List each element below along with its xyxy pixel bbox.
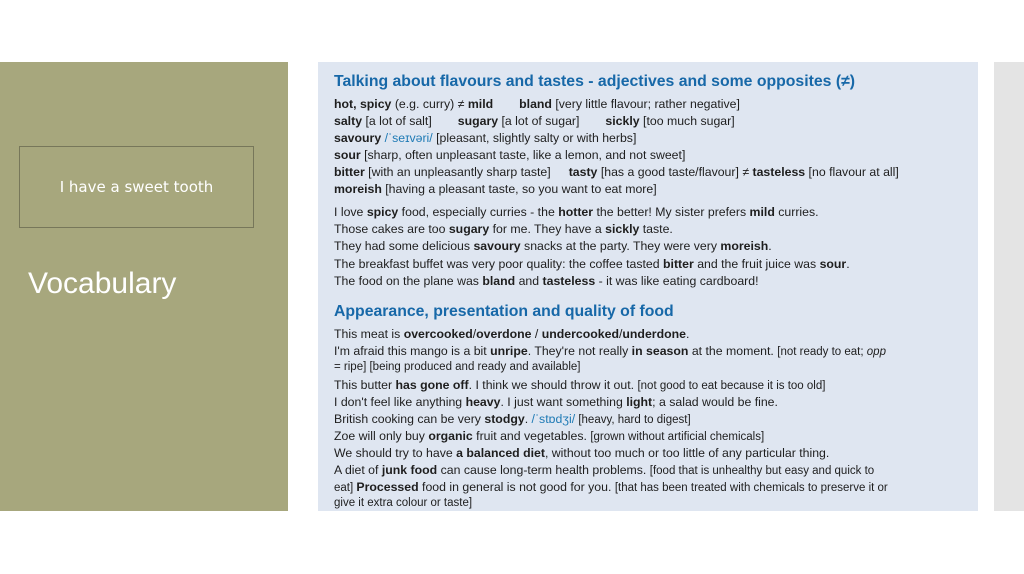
slide-title: Vocabulary (28, 267, 177, 300)
adjective-line: savoury /ˈseɪvəri/ [pleasant, slightly salty or with herbs] (334, 131, 637, 145)
quality-line: This meat is overcooked/overdone / undercooked/underdone. (334, 327, 690, 341)
quality-line: I'm afraid this mango is a bit unripe. They're not really in season at the moment. [not ready to eat; opp (334, 344, 886, 358)
left-title-panel (0, 62, 288, 511)
quality-line: = ripe] [being produced and ready and available] (334, 361, 581, 373)
subtitle-box (19, 146, 254, 228)
subtitle-text: I have a sweet tooth (59, 178, 214, 196)
textbook-excerpt (318, 62, 978, 511)
quality-line: give it extra colour or taste] (334, 497, 473, 509)
heading-flavours: Talking about flavours and tastes - adjectives and some opposites (≠) (334, 73, 856, 90)
example-sentence: Those cakes are too sugary for me. They have a sickly taste. (334, 222, 673, 236)
adjective-line: bitter [with an unpleasantly sharp taste] tasty [has a good taste/flavour] ≠ tasteless [no flavour at all] (334, 165, 899, 179)
quality-line: We should try to have a balanced diet, without too much or too little of any particular thing. (334, 446, 830, 460)
right-edge-strip (994, 62, 1024, 511)
quality-line: I don't feel like anything heavy. I just want something light; a salad would be fine. (334, 395, 778, 409)
adjective-line: moreish [having a pleasant taste, so you want to eat more] (334, 182, 657, 196)
example-sentence: The breakfast buffet was very poor quality: the coffee tasted bitter and the fruit juice was sour. (334, 257, 850, 271)
example-sentence: They had some delicious savoury snacks at the party. They were very moreish. (334, 239, 772, 253)
quality-line: Zoe will only buy organic fruit and vegetables. [grown without artificial chemicals] (334, 429, 765, 443)
quality-line: This butter has gone off. I think we should throw it out. [not good to eat because it is too old] (334, 378, 826, 392)
heading-appearance: Appearance, presentation and quality of food (334, 303, 674, 320)
adjective-line: hot, spicy (e.g. curry) ≠ mild bland [very little flavour; rather negative] (334, 97, 740, 111)
adjective-line: salty [a lot of salt] sugary [a lot of sugar] sickly [too much sugar] (334, 114, 735, 128)
quality-line: eat] Processed food in general is not good for you. [that has been treated with chemicals to preserve it or (334, 480, 888, 494)
example-sentence: The food on the plane was bland and tasteless - it was like eating cardboard! (334, 274, 759, 288)
example-sentence: I love spicy food, especially curries - the hotter the better! My sister prefers mild curries. (334, 205, 819, 219)
quality-line: A diet of junk food can cause long-term health problems. [food that is unhealthy but easy and quick to (334, 463, 875, 477)
quality-line: British cooking can be very stodgy. /ˈstɒdʒi/ [heavy, hard to digest] (334, 412, 691, 426)
adjective-line: sour [sharp, often unpleasant taste, like a lemon, and not sweet] (334, 148, 686, 162)
